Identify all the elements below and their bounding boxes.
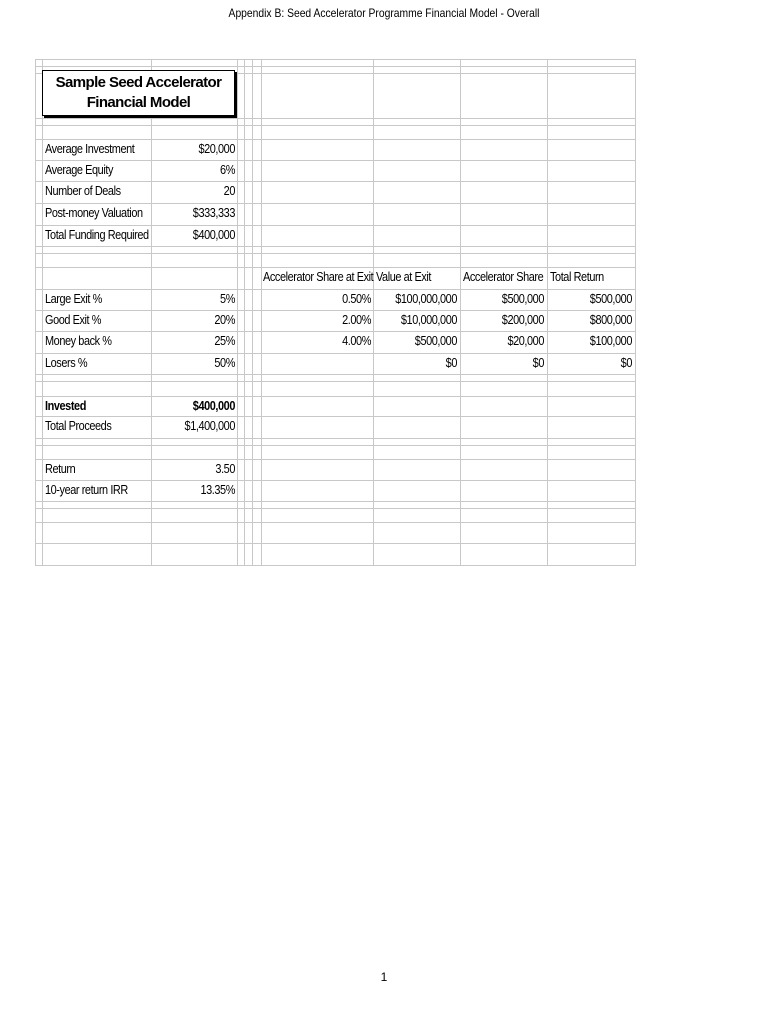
assumption-label: Total Funding Required xyxy=(45,227,149,242)
exit-value-at-exit: $100,000,000 xyxy=(395,291,457,306)
exit-share-at-exit: 0.50% xyxy=(342,291,371,306)
total-proceeds-value: $1,400,000 xyxy=(184,418,235,433)
invested-label: Invested xyxy=(45,398,86,413)
header-total-return: Total Return xyxy=(550,269,604,284)
exit-total-return: $800,000 xyxy=(589,312,632,327)
grid-row-line xyxy=(35,459,635,460)
grid-row-line xyxy=(35,181,635,182)
grid-row-line xyxy=(35,253,635,254)
grid-row-line xyxy=(35,501,635,502)
total-proceeds-label: Total Proceeds xyxy=(45,418,112,433)
grid-column-line xyxy=(252,59,253,565)
exit-label: Large Exit % xyxy=(45,291,102,306)
header-share-at-exit: Accelerator Share at Exit xyxy=(263,269,374,284)
irr-value: 13.35% xyxy=(200,482,235,497)
assumption-label: Average Equity xyxy=(45,162,113,177)
grid-column-line xyxy=(460,59,461,565)
assumption-value: $400,000 xyxy=(192,227,235,242)
exit-label: Good Exit % xyxy=(45,312,102,327)
exit-share-at-exit xyxy=(279,353,371,373)
exit-pct: 5% xyxy=(220,291,235,306)
grid-row-line xyxy=(35,508,635,509)
grid-row-line xyxy=(35,438,635,439)
header-accelerator-share: Accelerator Share xyxy=(463,269,544,284)
return-label: Return xyxy=(45,461,76,476)
exit-pct: 50% xyxy=(214,355,235,370)
grid-row-line xyxy=(35,416,635,417)
grid-row-line xyxy=(35,118,635,119)
grid-column-line xyxy=(373,59,374,565)
exit-value-at-exit: $0 xyxy=(445,355,457,370)
grid-row-line xyxy=(35,374,635,375)
assumption-label: Post-money Valuation xyxy=(45,205,143,220)
grid-row-line xyxy=(35,543,635,544)
exit-accelerator-share: $20,000 xyxy=(507,333,544,348)
grid-row-line xyxy=(35,381,635,382)
exit-share-at-exit: 2.00% xyxy=(342,312,371,327)
grid-column-line xyxy=(237,59,238,565)
header-value-at-exit: Value at Exit xyxy=(376,269,432,284)
irr-label: 10-year return IRR xyxy=(45,482,128,497)
grid-row-line xyxy=(35,66,635,67)
grid-row-line xyxy=(35,160,635,161)
exit-value-at-exit: $500,000 xyxy=(414,333,457,348)
assumption-label: Average Investment xyxy=(45,141,135,156)
grid-column-line xyxy=(547,59,548,565)
exit-pct: 25% xyxy=(214,333,235,348)
grid-column-line xyxy=(261,59,262,565)
exit-accelerator-share: $200,000 xyxy=(501,312,544,327)
grid-row-line xyxy=(35,125,635,126)
page-number: 1 xyxy=(380,970,388,984)
assumption-value: $333,333 xyxy=(192,205,235,220)
exit-label: Money back % xyxy=(45,333,112,348)
exit-pct: 20% xyxy=(214,312,235,327)
grid-row-line xyxy=(35,522,635,523)
grid-row-line xyxy=(35,246,635,247)
exit-label: Losers % xyxy=(45,355,88,370)
exit-share-at-exit: 4.00% xyxy=(342,333,371,348)
model-title: Sample Seed Accelerator Financial Model xyxy=(42,70,235,116)
grid-column-line xyxy=(244,59,245,565)
assumption-value: $20,000 xyxy=(198,141,235,156)
exit-accelerator-share: $500,000 xyxy=(501,291,544,306)
assumption-value: 20 xyxy=(223,183,235,198)
grid-row-line xyxy=(35,445,635,446)
invested-value: $400,000 xyxy=(192,398,235,413)
return-value: 3.50 xyxy=(215,461,235,476)
exit-total-return: $0 xyxy=(620,355,632,370)
exit-accelerator-share: $0 xyxy=(532,355,544,370)
grid-row-line xyxy=(35,396,635,397)
exit-total-return: $500,000 xyxy=(589,291,632,306)
exit-total-return: $100,000 xyxy=(589,333,632,348)
grid-column-line xyxy=(42,59,43,565)
exit-value-at-exit: $10,000,000 xyxy=(400,312,457,327)
assumption-value: 6% xyxy=(220,162,235,177)
grid-column-line xyxy=(151,59,152,565)
page-header: Appendix B: Seed Accelerator Programme Financial Model - Overall xyxy=(228,6,540,20)
assumption-label: Number of Deals xyxy=(45,183,121,198)
